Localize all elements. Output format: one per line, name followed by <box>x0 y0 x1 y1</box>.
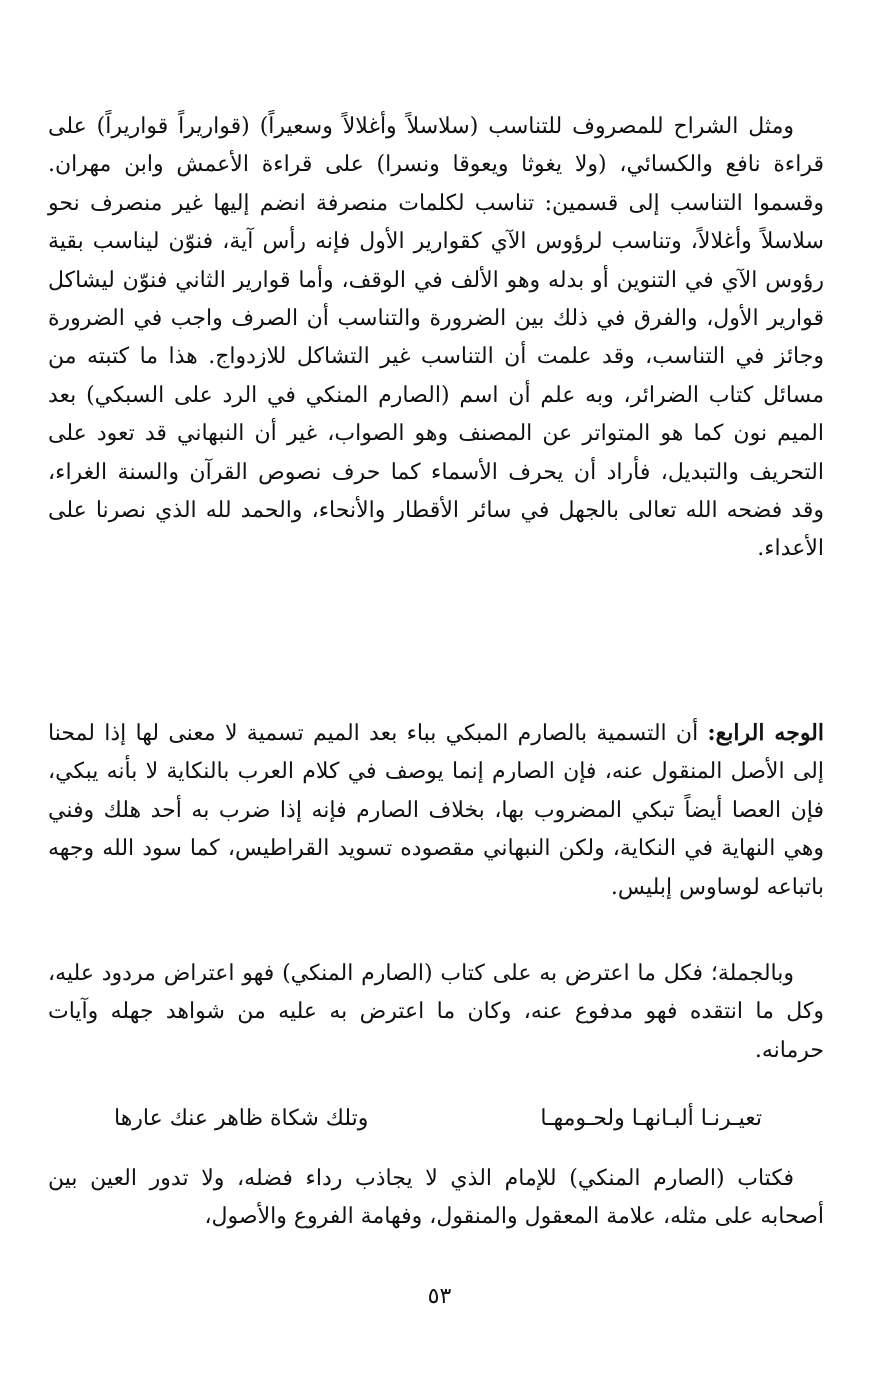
paragraph-book-praise: فكتاب (الصارم المنكي) للإمام الذي لا يجاذب رداء فضله، ولا تدور العين بين أصحابه على مثله، علامة المعقول والمنقول، وفهامة الفروع والأصول، <box>48 1166 824 1230</box>
fourth-aspect-heading: الوجه الرابع: <box>707 720 824 746</box>
paragraph-nunation-for-symmetry: ومثل الشراح للمصروف للتناسب (سلاسلاً وأغلالاً وسعيراً) (قواريراً قواريراً) على قراءة نافع والكسائي، (ولا يغوثا ويعوقا ونسرا) على قراءة الأعمش وابن مهران. وقسموا التناسب إلى قسمين: تناسب لكلمات منصرفة انضم إليها غير منصرف نحو سلاسلاً وأغلالاً، وتناسب لرؤوس الآي كقوارير الأول فإنه رأس آية، فنوّن ليناسب بقية رؤوس الآي في التنوين أو بدله وهو الألف في الوقف، وأما قوارير الثاني فنوّن ليشاكل قوارير الأول، والفرق في ذلك بين الضرورة والتناسب أن الصرف واجب في الضرورة وجائز في التناسب، وقد علمت أن التناسب غير التشاكل للازدواج. هذا ما كتبته من مسائل كتاب الضرائر، وبه علم أن اسم (الصارم المنكي في الرد على السبكي) بعد الميم نون كما هو المتواتر عن المصنف وهو الصواب، غير أن النبهاني قد تعود على التحريف والتبديل، فأراد أن يحرف الأسماء كما حرف نصوص القرآن والسنة الغراء، وقد فضحه الله تعالى بالجهل في سائر الأقطار والأنحاء، والحمد لله الذي نصرنا على الأعداء. <box>48 114 824 562</box>
fourth-aspect-body: أن التسمية بالصارم المبكي بباء بعد الميم تسمية لا معنى لها إذا لمحنا إلى الأصل المنقول عنه، فإن الصارم إنما يوصف في كلام العرب بالنكاية لا بأنه يبكي، فإن العصا أيضاً تبكي المضروب بها، بخلاف الصارم فإنه إذا ضرب به أحد هلك وفني وهي النهاية في النكاية، ولكن النبهاني مقصوده تسويد القراطيس، كما سود الله وجهه باتباعه لوساوس إبليس. <box>48 721 824 900</box>
verse-second-hemistich: وتلك شكاة ظاهر عنك عارها <box>114 1106 369 1131</box>
paragraph-in-summary: وبالجملة؛ فكل ما اعترض به على كتاب (الصارم المنكي) فهو اعتراض مردود عليه، وكل ما انتقده فهو مدفوع عنه، وكان ما اعترض به عليه من شواهد جهله وآيات حرمانه. <box>48 961 824 1063</box>
paragraph-fourth-aspect <box>48 714 824 907</box>
page-number: ٥٣ <box>427 1284 452 1309</box>
verse-first-hemistich: تعيـرنـا ألبـانهـا ولحـومهـا <box>540 1106 762 1131</box>
poetry-verse <box>48 1100 824 1138</box>
